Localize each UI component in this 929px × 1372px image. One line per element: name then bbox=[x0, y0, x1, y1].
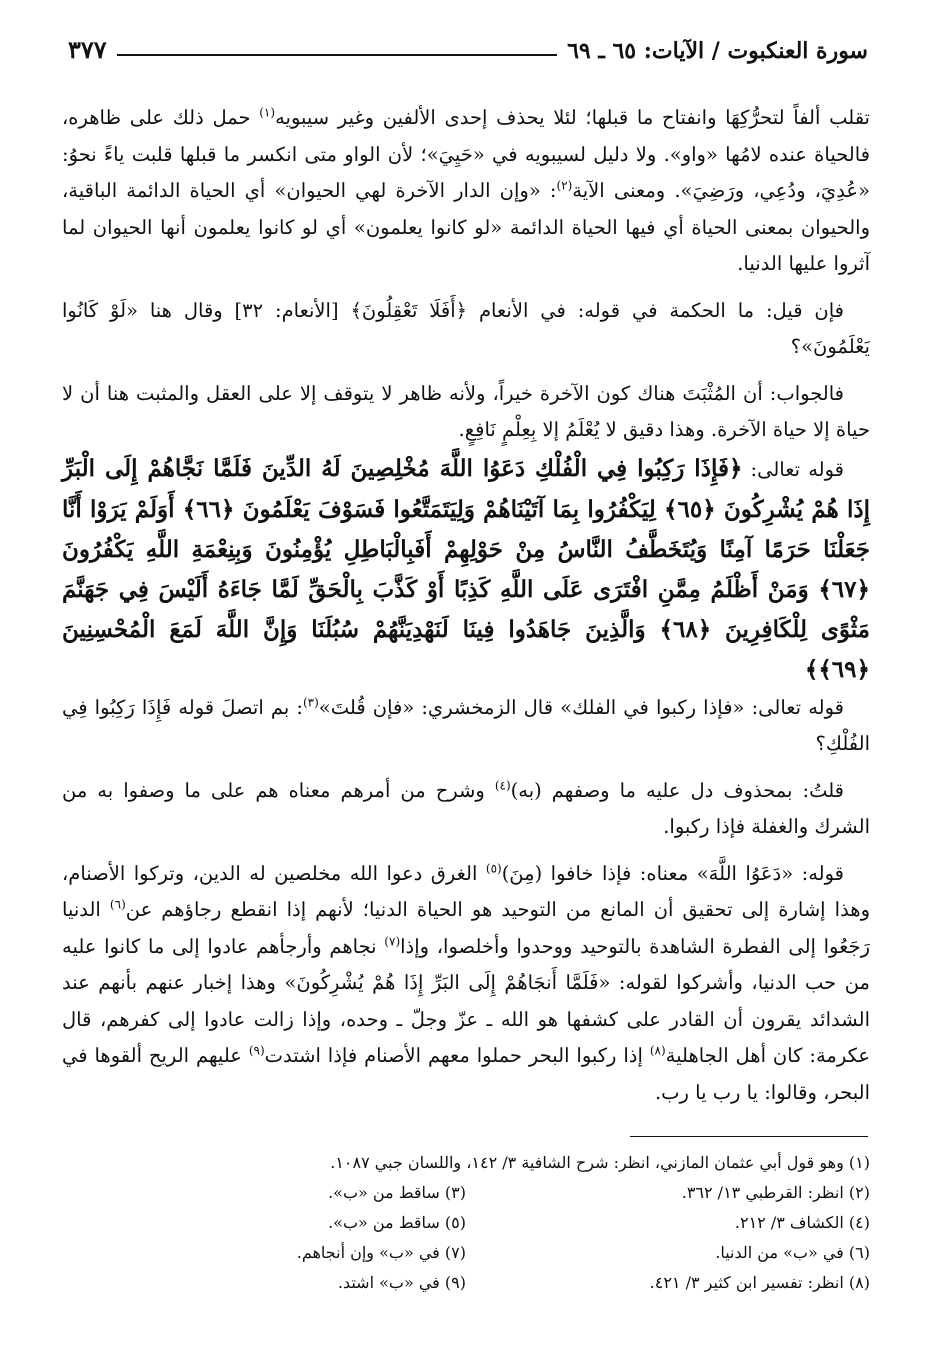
footnote-ref: (٩) bbox=[248, 1043, 265, 1058]
footnote-ref: (٨) bbox=[649, 1043, 666, 1058]
paragraph-text: : بم اتصلَ قوله فَإِذَا رَكِبُوا فِي الفُلْكِ؟ bbox=[62, 695, 870, 755]
footnote-5: (٥) ساقط من «ب». bbox=[328, 1213, 466, 1232]
quran-verses bbox=[62, 449, 870, 690]
footnote-ref: (١) bbox=[259, 105, 276, 120]
footnote-9: (٩) في «ب» اشتد. bbox=[337, 1273, 466, 1292]
running-header bbox=[68, 30, 868, 64]
running-title: سورة العنكبوت / الآيات: ٦٥ ـ ٦٩ bbox=[567, 38, 868, 64]
page-number: ٣٧٧ bbox=[68, 35, 107, 64]
footnote-8: (٨) انظر: تفسير ابن كثير ٣/ ٤٢١. bbox=[649, 1273, 870, 1292]
footnote-row bbox=[62, 1208, 870, 1238]
paragraph-6 bbox=[62, 856, 870, 1112]
paragraph-5 bbox=[62, 773, 870, 846]
paragraph-text: الغرق دعوا الله مخلصين له الدين، وتركوا الأصنام، وهذا إشارة إلى تحقيق أن المانع من التوحيد هو الحياة الدنيا؛ لأنهم إذا انقطع رجاؤهم عن bbox=[62, 861, 871, 921]
paragraph-text: إذا ركبوا البحر حملوا معهم الأصنام فإذا اشتدت bbox=[264, 1044, 650, 1067]
footnote-ref: (٣) bbox=[302, 695, 319, 709]
footnote-1: (١) وهو قول أبي عثمان المازني، انظر: شرح الشافية ٣/ ١٤٢، واللسان جبي ١٠٨٧. bbox=[330, 1153, 870, 1172]
footnote-row bbox=[62, 1178, 870, 1208]
footnote-6: (٦) في «ب» من الدنيا. bbox=[715, 1243, 870, 1262]
footnote-row bbox=[62, 1148, 870, 1178]
footnote-separator bbox=[630, 1136, 868, 1137]
page-body bbox=[62, 100, 870, 1111]
footnote-7: (٧) في «ب» وإن أنجاهم. bbox=[296, 1243, 466, 1262]
paragraph-text: وشرح من أمرهم معناه هم على ما وصفوا به من الشرك والغفلة فإذا ركبوا. bbox=[62, 778, 870, 838]
footnote-ref: (٧) bbox=[384, 934, 401, 948]
paragraph-text: قوله تعالى: «فإذا ركبوا في الفلك» قال الزمخشري: «فإن قُلتَ» bbox=[318, 695, 845, 719]
footnotes bbox=[62, 1148, 870, 1298]
footnote-row bbox=[62, 1238, 870, 1268]
paragraph-text: عليهم الريح ألقوها في البحر، وقالوا: يا رب يا رب. bbox=[62, 1044, 870, 1104]
footnote-ref: (٥) bbox=[485, 861, 502, 875]
paragraph-2: فإن قيل: ما الحكمة في قوله: في الأنعام ﴿أَفَلَا تَعْقِلُونَ﴾ [الأنعام: ٣٢] وقال هنا «لَوْ كَانُوا يَعْلَمُونَ»؟ bbox=[62, 298, 870, 358]
footnote-4: (٤) الكشاف ٣/ ٢١٢. bbox=[734, 1213, 870, 1232]
paragraph-text: تقلب ألفاً لتحرُّكِهَا وانفتاح ما قبلها؛ لئلا يحذف إحدى الألفين وغير سيبويه bbox=[275, 106, 870, 129]
footnote-ref: (٦) bbox=[109, 897, 126, 912]
paragraph-4 bbox=[62, 690, 870, 763]
footnote-2: (٢) انظر: القرطبي ١٣/ ٣٦٢. bbox=[681, 1183, 870, 1202]
paragraph-1 bbox=[62, 100, 870, 283]
paragraph-text: : «وإن الدار الآخرة لهي الحيوان» أي الحياة الدائمة الباقية، والحيوان بمعنى الحياة أي فيها الحياة الدائمة «لو كانوا يعلمون» أي لو كانوا يعلمون أنها الحيوان لما آثروا عليها الدنيا. bbox=[62, 179, 870, 275]
paragraph-text: قوله: «دَعَوُا اللَّهَ» معناه: فإذا خافوا (مِنَ) bbox=[501, 861, 844, 885]
footnote-row bbox=[62, 1268, 870, 1298]
verse-intro: قوله تعالى: bbox=[742, 457, 844, 481]
footnote-3: (٣) ساقط من «ب». bbox=[328, 1183, 466, 1202]
paragraph-text: نجاهم وأرجأهم عادوا إلى ما كانوا عليه من حب الدنيا، وأشركوا لقوله: «فَلَمَّا أَنجَاهُمْ إِلَى البَرِّ إِذَا هُمْ يُشْرِكُونَ» وهذا إخبار عنهم بأنهم عند الشدائد يقرون أن القادر على كشفها هو الله ـ عزّ وجلّ ـ وحده، وإذا زالت عادوا إلى كفرهم، قال عكرمة: كان أهل الجاهلية bbox=[62, 934, 871, 1067]
paragraph-3: فالجواب: أن المُثْبَتَ هناك كون الآخرة خيراً، ولأنه ظاهر لا يتوقف إلا على العقل والمثبت هنا أن لا حياة إلا حياة الآخرة. وهذا دقيق لا يُعْلَمُ إلا بِعِلْمٍ نَافِعٍ. bbox=[62, 381, 870, 441]
paragraph-text: الدنيا رَجَعُوا إلى الفطرة الشاهدة بالتوحيد ووحدوا وأخلصوا، وإذا bbox=[62, 898, 871, 958]
footnote-ref: (٤) bbox=[494, 778, 511, 792]
paragraph-text: قلتُ: بمحذوف دل عليه ما وصفهم (به) bbox=[510, 778, 844, 802]
footnote-ref: (٢) bbox=[556, 178, 573, 193]
verse-text: ﴿فَإِذَا رَكِبُوا فِي الْفُلْكِ دَعَوُا اللَّهَ مُخْلِصِينَ لَهُ الدِّينَ فَلَمَّا نَجَّاهُمْ إِلَى الْبَرِّ إِذَا هُمْ يُشْرِكُونَ ﴿٦٥﴾ لِيَكْفُرُوا بِمَا آتَيْنَاهُمْ وَلِيَتَمَتَّعُوا فَسَوْفَ يَعْلَمُونَ ﴿٦٦﴾ أَوَلَمْ يَرَوْا أَنَّا جَعَلْنَا حَرَمًا آمِنًا وَيُتَخَطَّفُ النَّاسُ مِنْ حَوْلِهِمْ أَفَبِالْبَاطِلِ يُؤْمِنُونَ وَبِنِعْمَةِ اللَّهِ يَكْفُرُونَ ﴿٦٧﴾ وَمَنْ أَظْلَمُ مِمَّنِ افْتَرَى عَلَى اللَّهِ كَذِبًا أَوْ كَذَّبَ بِالْحَقِّ لَمَّا جَاءَهُ أَلَيْسَ فِي جَهَنَّمَ مَثْوًى لِلْكَافِرِينَ ﴿٦٨﴾ وَالَّذِينَ جَاهَدُوا فِينَا لَنَهْدِيَنَّهُمْ سُبُلَنَا وَإِنَّ اللَّهَ لَمَعَ الْمُحْسِنِينَ ﴿٦٩﴾﴾ bbox=[62, 454, 870, 683]
paragraph-text: حمل ذلك على ظاهره، فالحياة عنده لامُها «واو». ولا دليل لسيبويه في «حَيِيَ»؛ لأن الواو متى انكسر ما قبلها قلبت ياءً نحوُ: «عُدِيَ، ودُعِي، ورَضِيَ». ومعنى الآية bbox=[62, 106, 870, 202]
header-rule bbox=[117, 54, 557, 56]
